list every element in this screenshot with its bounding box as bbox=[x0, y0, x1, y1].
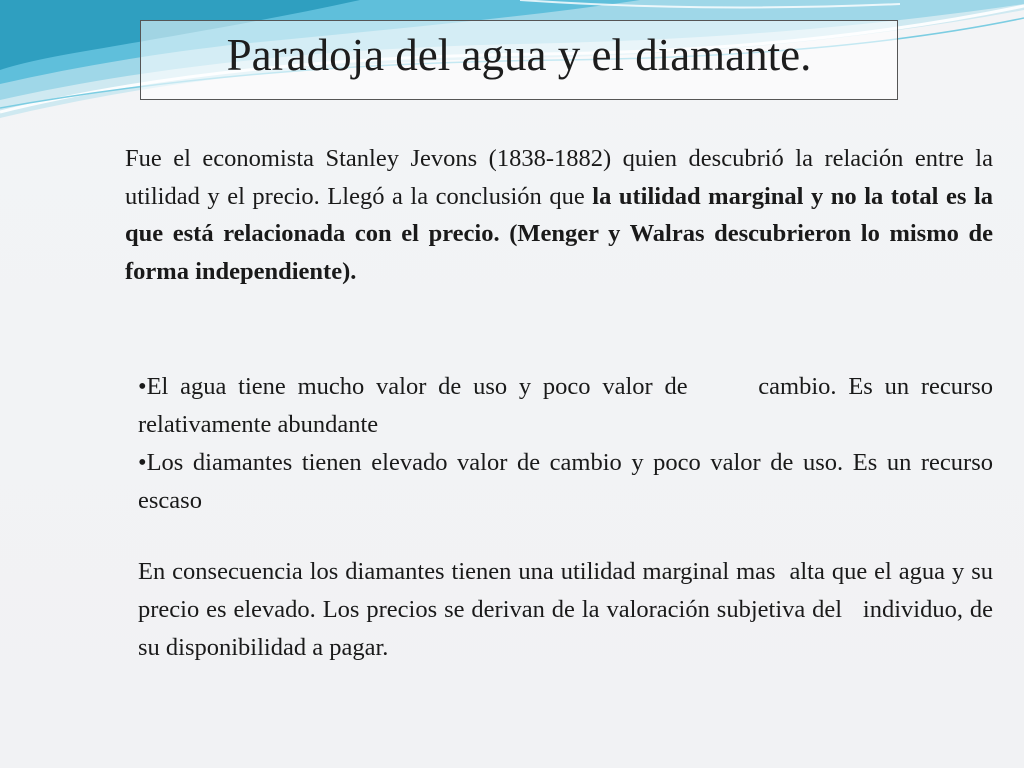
intro-paragraph bbox=[125, 140, 993, 290]
intro-text: Fue el economista Stanley Jevons (1838-1882) quien descubrió la relación entre la utilidad y el precio. Llegó a la conclusión que bbox=[125, 145, 993, 210]
bullet-item-diamonds: •Los diamantes tienen elevado valor de cambio y poco valor de uso. Es un recurso escaso bbox=[138, 449, 993, 514]
bullet-list bbox=[138, 368, 1000, 520]
intro-bold-text: la utilidad marginal y no la total es la que está relacionada con el precio. (Menger y Walras descubrieron lo mismo de forma independiente). bbox=[125, 182, 993, 285]
title-box bbox=[140, 20, 898, 100]
conclusion-paragraph: En consecuencia los diamantes tienen una utilidad marginal mas alta que el agua y su precio es elevado. Los precios se derivan de la valoración subjetiva del individuo, de su disponibilidad a pagar. bbox=[138, 558, 1000, 661]
slide-title: Paradoja del agua y el diamante. bbox=[226, 30, 812, 80]
bullet-item-water: •El agua tiene mucho valor de uso y poco valor de cambio. Es un recurso relativamente abundante bbox=[138, 373, 1000, 438]
